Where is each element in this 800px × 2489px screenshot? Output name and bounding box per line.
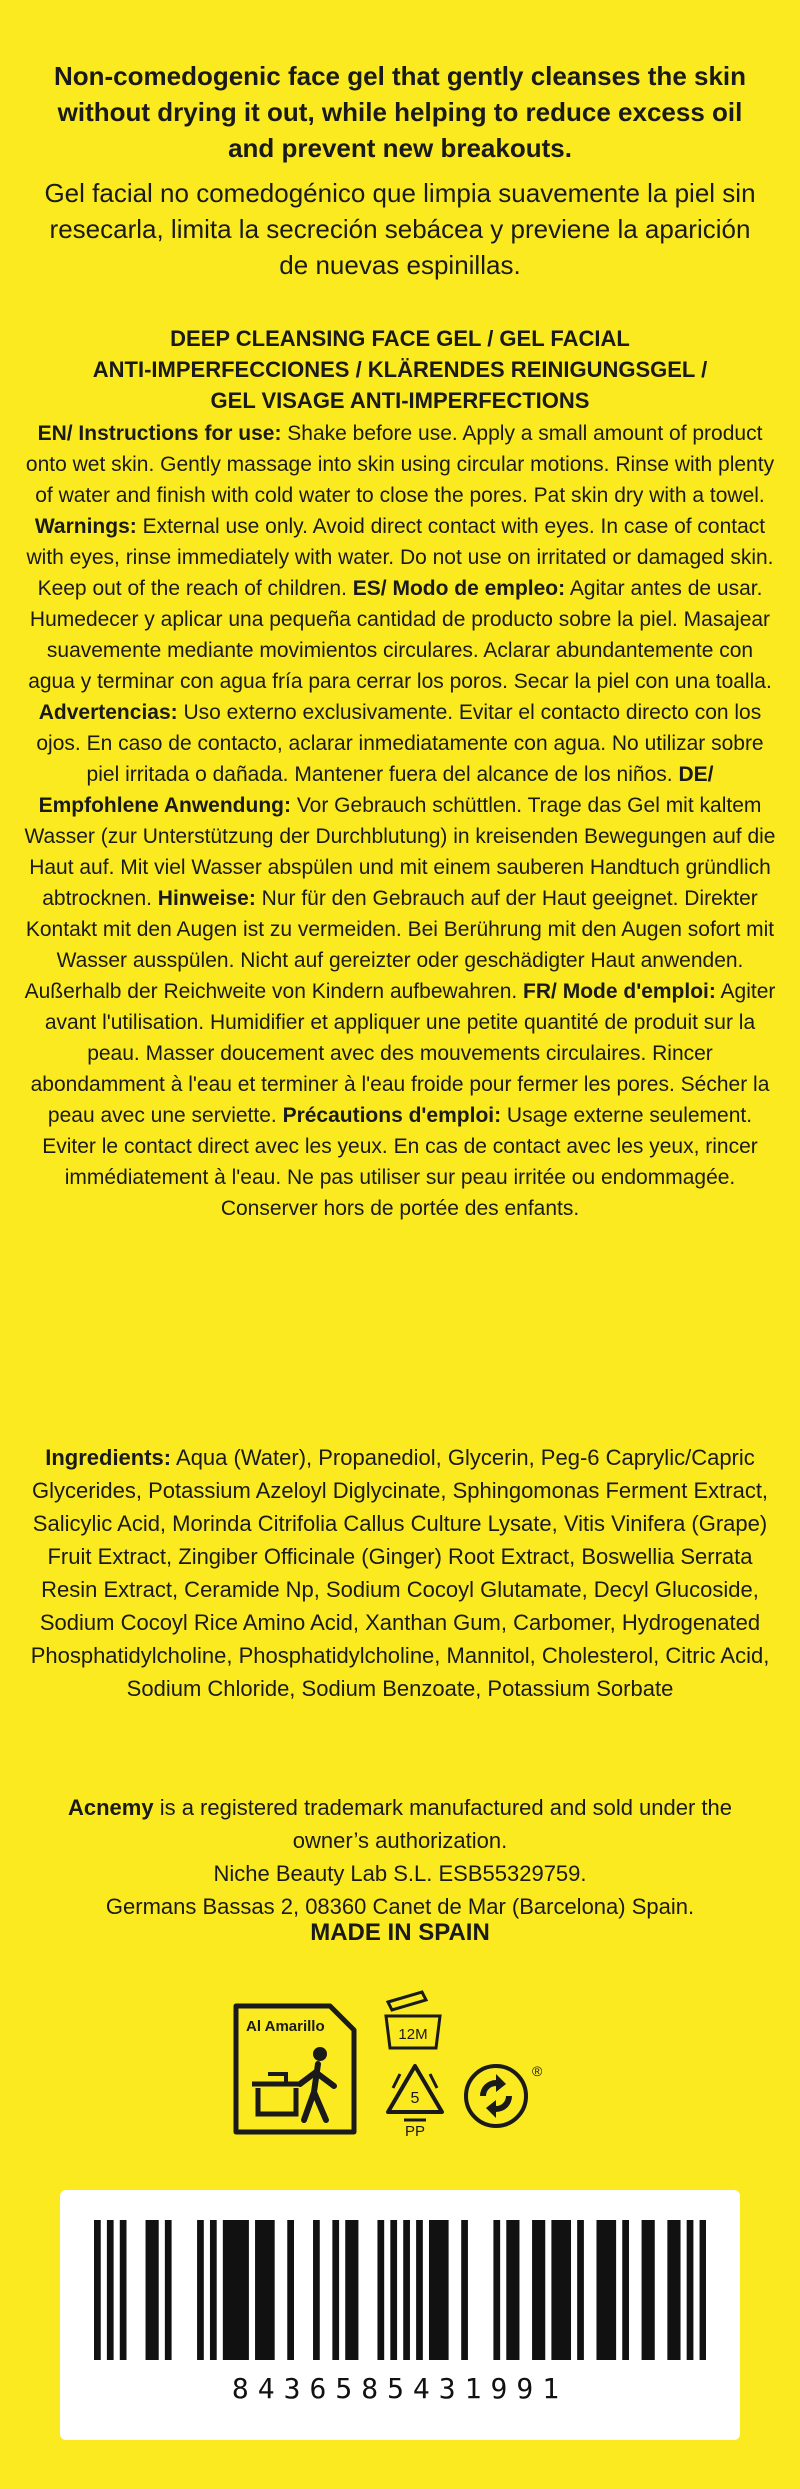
barcode-bar	[229, 2220, 236, 2360]
made-in-label: MADE IN SPAIN	[310, 1919, 490, 1946]
intro-spanish: Gel facial no comedogénico que limpia suavemente la piel sin resecarla, limita la secreción sebácea y previene la aparición de nuevas espinillas.	[44, 178, 756, 280]
trademark-line	[30, 1791, 770, 1857]
es-warnings-text: Uso externo exclusivamente. Evitar el contacto directo con los ojos. En caso de contacto, aclarar inmediatamente con agua. No utilizar sobre piel irritada o dañada. Mantener fuera del alcance de los niños.	[36, 701, 764, 786]
barcode-bar	[416, 2220, 423, 2360]
ingredients-label: Ingredients:	[45, 1445, 172, 1470]
es-instructions-text: Agitar antes de usar. Humedecer y aplicar una pequeña cantidad de producto sobre la piel. Masajear suavemente mediante movimientos circulares. Aclarar abundantemente con agua y terminar con agua fría para cerrar los poros. Secar la piel con una toalla.	[28, 577, 772, 693]
barcode-bar	[146, 2220, 153, 2360]
barcode-bar	[539, 2220, 546, 2360]
de-instructions-label: DE/ Empfohlene Anwendung:	[38, 763, 714, 817]
company-block	[30, 1791, 770, 1923]
barcode-bar	[442, 2220, 449, 2360]
recycle-bin-label: Al Amarillo	[246, 2018, 325, 2035]
en-warnings-text: External use only. Avoid direct contact with eyes. In case of contact with eyes, rinse immediately with water. Do not use on irritated or damaged skin. Keep out of the reach of children.	[26, 515, 774, 600]
open-jar-icon	[378, 1988, 448, 2058]
barcode-bar	[648, 2220, 655, 2360]
barcode-bar	[506, 2220, 513, 2360]
barcode-bar	[461, 2220, 468, 2360]
barcode-bar	[642, 2220, 649, 2360]
barcode-bar	[242, 2220, 249, 2360]
pao-label: 12M	[398, 2026, 428, 2043]
barcode-bar	[577, 2220, 584, 2360]
barcode-bar	[513, 2220, 520, 2360]
barcode-bar	[564, 2220, 571, 2360]
en-instructions-text: Shake before use. Apply a small amount of product onto wet skin. Gently massage into skin using circular motions. Rinse with plenty of water and finish with cold water to close the pores. Pat skin dry with a towel.	[25, 422, 775, 507]
barcode-bar	[435, 2220, 442, 2360]
es-instructions-label: ES/ Modo de empleo:	[352, 577, 566, 600]
product-title-line: GEL VISAGE ANTI-IMPERFECTIONS	[210, 388, 590, 413]
trash-bin-icon	[230, 1988, 360, 2138]
intro-english: Non-comedogenic face gel that gently cleanses the skin without drying it out, while helping to reduce excess oil and prevent new breakouts.	[53, 61, 747, 163]
barcode-bar	[377, 2220, 384, 2360]
instructions-block	[24, 418, 776, 1224]
product-title	[30, 323, 770, 416]
barcode-bar	[236, 2220, 243, 2360]
barcode-bar	[558, 2220, 565, 2360]
barcode-number: 8436585431991	[231, 2372, 569, 2405]
barcode-bar	[603, 2220, 610, 2360]
recycle-number: 5	[410, 2090, 420, 2107]
barcode-bar	[532, 2220, 539, 2360]
barcode-bar	[674, 2220, 681, 2360]
brand-name: Acnemy	[67, 1795, 154, 1820]
barcode-bar	[352, 2220, 359, 2360]
barcode-bar	[287, 2220, 294, 2360]
barcode-bar	[120, 2220, 127, 2360]
de-warnings-label: Hinweise:	[157, 887, 256, 910]
barcode-bar	[622, 2220, 629, 2360]
product-title-line: ANTI-IMPERFECCIONES / KLÄRENDES REINIGUNGSGEL /	[92, 357, 708, 382]
barcode-bar	[429, 2220, 436, 2360]
recycle-material: PP	[404, 2123, 426, 2140]
barcode-bar	[403, 2220, 410, 2360]
barcode-bars	[94, 2220, 706, 2360]
en-warnings-label: Warnings:	[34, 515, 137, 538]
recycle-triangle-icon	[380, 2060, 450, 2140]
barcode-bar	[667, 2220, 674, 2360]
product-title-line: DEEP CLEANSING FACE GEL / GEL FACIAL	[170, 326, 630, 351]
de-warnings-text: Nur für den Gebrauch auf der Haut geeignet. Direkter Kontakt mit den Augen ist zu vermeiden. Bei Berührung mit den Augen sofort mit Wasser ausspülen. Nicht auf gereizter oder geschädigter Haut anwenden. Außerhalb der Reichweite von Kindern aufbewahren.	[24, 887, 775, 1003]
trademark-text: is a registered trademark manufactured and sold under the owner’s authorization.	[153, 1795, 733, 1853]
barcode-bar	[255, 2220, 262, 2360]
registered-mark: ®	[532, 2063, 542, 2079]
barcode-panel	[60, 2190, 740, 2440]
barcode-bar	[94, 2220, 101, 2360]
address-line: Germans Bassas 2, 08360 Canet de Mar (Barcelona) Spain.	[105, 1894, 695, 1919]
fr-instructions-text: Agiter avant l'utilisation. Humidifier et appliquer une petite quantité de produit sur la peau. Masser doucement avec des mouvements circulaires. Rincer abondamment à l'eau et terminer à l'eau froide pour fermer les pores. Sécher la peau avec une serviette.	[30, 980, 776, 1127]
fr-instructions-label: FR/ Mode d'emploi:	[523, 980, 716, 1003]
barcode-bar	[268, 2220, 275, 2360]
barcode-bar	[609, 2220, 616, 2360]
ingredients-block	[30, 1441, 770, 1705]
barcode-bar	[700, 2220, 706, 2360]
barcode-bar	[107, 2220, 114, 2360]
de-instructions-text: Vor Gebrauch schüttlen. Trage das Gel mit kaltem Wasser (zur Unterstützung der Durchblutung) in kreisenden Bewegungen auf die Haut auf. Mit viel Wasser abspülen und mit einem sauberen Handtuch gründlich abtrocknen.	[24, 794, 776, 910]
ingredients-list: Aqua (Water), Propanediol, Glycerin, Peg-6 Caprylic/Capric Glycerides, Potassium Azeloyl Diglycinate, Sphingomonas Ferment Extract, Salicylic Acid, Morinda Citrifolia Callus Culture Lysate, Vitis Vinifera (Grape) Fruit Extract, Zingiber Officinale (Ginger) Root Extract, Boswellia Serrata Resin Extract, Ceramide Np, Sodium Cocoyl Glutamate, Decyl Glucoside, Sodium Cocoyl Rice Amino Acid, Xanthan Gum, Carbomer, Hydrogenated Phosphatidylcholine, Phosphatidylcholine, Mannitol, Cholesterol, Citric Acid, Sodium Chloride, Sodium Benzoate, Potassium Sorbate	[30, 1445, 770, 1701]
fr-warnings-label: Précautions d'emploi:	[282, 1104, 502, 1127]
en-instructions-label: EN/ Instructions for use:	[37, 422, 282, 445]
barcode-bar	[687, 2220, 694, 2360]
barcode-bar	[210, 2220, 217, 2360]
barcode-bar	[551, 2220, 558, 2360]
barcode-bar	[223, 2220, 230, 2360]
barcode-bar	[332, 2220, 339, 2360]
manufacturer-line: Niche Beauty Lab S.L. ESB55329759.	[213, 1861, 587, 1886]
barcode-bar	[596, 2220, 603, 2360]
barcode-bar	[197, 2220, 204, 2360]
barcode-bar	[165, 2220, 172, 2360]
barcode-bar	[390, 2220, 397, 2360]
barcode-bar	[493, 2220, 500, 2360]
barcode-bar	[152, 2220, 159, 2360]
symbols-row	[230, 1988, 570, 2138]
green-dot-icon	[462, 2060, 542, 2140]
barcode-bar	[313, 2220, 320, 2360]
barcode-bar	[345, 2220, 352, 2360]
es-warnings-label: Advertencias:	[38, 701, 178, 724]
fr-warnings-text: Usage externe seulement. Eviter le contact direct avec les yeux. En cas de contact avec les yeux, rincer immédiatement à l'eau. Ne pas utiliser sur peau irritée ou endommagée. Conserver hors de portée des enfants.	[42, 1104, 758, 1220]
barcode-bar	[261, 2220, 268, 2360]
